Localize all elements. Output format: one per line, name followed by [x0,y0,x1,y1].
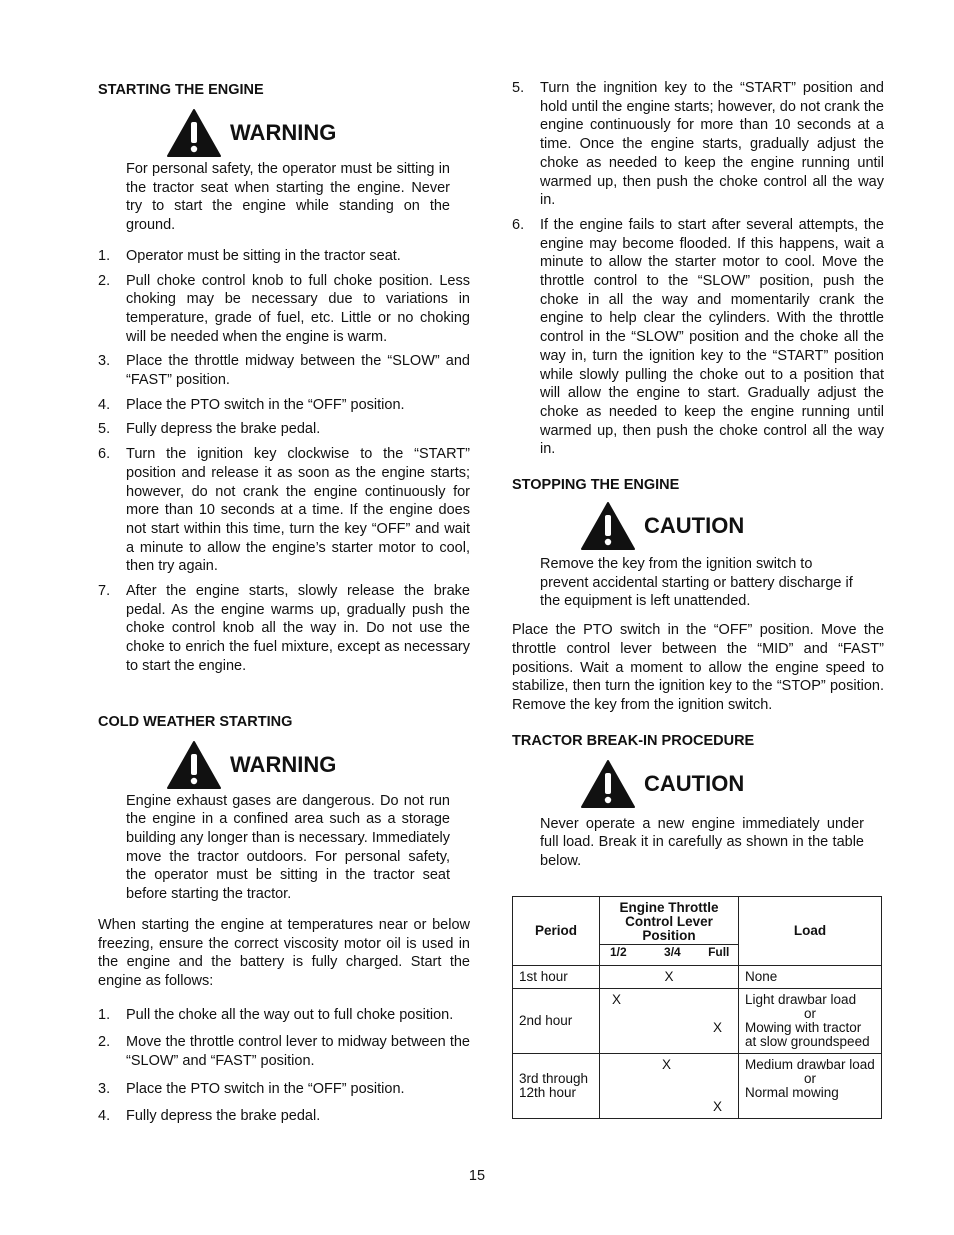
mark-full: X [712,1019,722,1035]
mark-full: X [712,1098,722,1114]
list-item [98,445,470,576]
load-option-a: Light drawbar load [745,991,857,1007]
heading-stopping-engine: STOPPING THE ENGINE [512,477,680,494]
page-number: 15 [468,1168,486,1184]
item-text: Fully depress the brake pedal. [126,421,321,438]
right-column [512,76,884,1119]
caution-text-1: Remove the key from the ignition switch to prevent accidental starting or battery discharge if the equipment is left unattended. [540,556,853,610]
warning-triangle-icon [166,740,222,790]
cell-period: 3rd through 12th hour [513,1053,600,1118]
caution-box-2 [580,759,884,809]
table-row [513,988,882,1053]
item-text: Pull choke control knob to full choke position. Less choking may be necessary due to variations in temperature, grade of fuel, etc. Little or no choking will be needed when the engine is warm. [126,272,470,345]
item-number: 4. [98,1108,111,1125]
sub-half: 1/2 [610,944,627,959]
item-number: 2. [98,1034,111,1051]
list-item [512,216,884,459]
item-text: Pull the choke all the way out to full choke position. [126,1006,454,1023]
caution-title-2: CAUTION [644,770,745,796]
item-number: 4. [98,396,111,413]
list-item [98,272,470,347]
caution-triangle-icon [580,759,636,809]
cell-load [739,1053,882,1118]
heading-break-in: TRACTOR BREAK-IN PROCEDURE [512,732,755,749]
item-text: Fully depress the brake pedal. [126,1108,321,1125]
item-number: 6. [98,446,111,463]
load-or: or [803,1005,816,1021]
cold-weather-intro: When starting the engine at temperatures near or below freezing, ensure the correct viscosity motor oil is used in the engine and the battery is fully charged. Start the engine as follows: [98,916,470,989]
cell-mark [600,1053,739,1118]
item-text: Turn the ingnition key to the “START” position and hold until the engine starts; however, do not crank the engine continuously for more than 10 seconds at a time. Once the engine starts, gradually adjust the choke as needed to keep the engine running until warmed up, then push the choke control all the way in. [540,80,884,209]
item-number: 5. [512,80,525,96]
load-option-b: Normal mowing [745,1084,839,1100]
table-row [513,1053,882,1118]
item-text: After the engine starts, slowly release the brake pedal. As the engine warms up, gradually push the choke control knob all the way in. Do not use the choke to enrich the fuel mixture, except as necessary to start the engine. [126,583,470,674]
item-text: Move the throttle control lever to midway between the “SLOW” and “FAST” position. [126,1034,470,1070]
mark-half: X [612,991,622,1007]
caution-text-2: Never operate a new engine immediately under full load. Break it in carefully as shown in the table below. [540,815,864,870]
item-text: Place the PTO switch in the “OFF” position. [126,1080,405,1097]
load-option-a: Medium drawbar load [745,1056,875,1072]
warning-triangle-icon [166,108,222,158]
warning-title-2: WARNING [230,751,337,777]
heading-cold-weather: COLD WEATHER STARTING [98,713,293,730]
load-option-b: Mowing with tractor at slow groundspeed [745,1019,870,1049]
caution-triangle-icon [580,501,636,551]
list-item [98,1033,470,1070]
cell-mark: X [600,965,739,988]
list-item [512,79,884,210]
caution-title-1: CAUTION [644,513,745,539]
item-number: 6. [512,216,525,233]
continued-steps-list [512,79,884,459]
item-number: 1. [98,1006,111,1023]
item-text: Place the PTO switch in the “OFF” position. [126,396,405,413]
list-item [98,352,470,389]
warning-box-2 [166,740,470,790]
item-text: If the engine fails to start after several attempts, the engine may become flooded. If this happens, wait a minute to allow the starter motor to cool. Move the throttle control to the “SLOW” position, push the choke in all the way and momentarily crank the engine to help clear the cylinders. With the throttle control in the “SLOW” position and the choke all the way in, turn the ignition key to the “START” position while slowly pulling the choke out to a position that will allow the engine to start. Gradually adjust the choke as needed to keep the engine running until warmed up, then push the choke control all the way in. [540,216,884,458]
item-text: Turn the ignition key clockwise to the “START” position and release it as soon as the engine starts; however, do not crank the engine continuously for more than 10 seconds at a time. If the engine does not start within this time, turn the key “OFF” and wait a minute to allow the engine’s starter motor to cool, then try again. [126,446,470,575]
warning-text-1: For personal safety, the operator must be sitting in the tractor seat when starting the engine. Never try to start the engine while standing on the ground. [126,161,450,234]
break-in-table [512,896,882,1119]
warning-text-2: Engine exhaust gases are dangerous. Do not run the engine in a confined area such as a storage building any longer than is necessary. Immediately move the tractor outdoors. For personal safety, the operator must be sitting in the tractor seat before starting the tractor. [126,792,450,903]
mark-three-quarter: X [662,1056,672,1072]
item-text: Place the throttle midway between the “SLOW” and “FAST” position. [126,353,470,389]
cell-mark [600,988,739,1053]
stopping-text: Place the PTO switch in the “OFF” position. Move the throttle control lever between the “MID” and “FAST” positions. Wait a moment to allow the engine speed to stabilize, then turn the ignition key to the “STOP” position. Remove the key from the ignition switch. [512,622,884,713]
cell-period: 2nd hour [513,988,600,1053]
list-item [98,1006,470,1025]
cold-steps-list [98,1006,470,1127]
col-throttle-header: Engine Throttle Control Lever Position [600,896,739,944]
sub-full: Full [708,944,730,959]
starting-steps-list [98,247,470,676]
item-number: 1. [98,247,111,264]
list-item [98,1107,470,1126]
warning-box-1 [166,108,470,158]
sub-three-quarter: 3/4 [664,944,681,959]
item-number: 2. [98,272,111,289]
heading-starting-engine: STARTING THE ENGINE [98,82,264,98]
cell-period: 1st hour [513,965,600,988]
item-text: Operator must be sitting in the tractor seat. [126,247,401,264]
list-item [98,1080,470,1099]
caution-box-1 [580,501,884,551]
list-item [98,420,470,439]
cell-load [739,988,882,1053]
warning-title-1: WARNING [230,120,337,145]
col-period-header: Period [513,896,600,965]
item-number: 3. [98,1080,111,1097]
item-number: 7. [98,583,111,600]
list-item [98,396,470,415]
left-column [98,76,470,1126]
load-or: or [803,1070,816,1086]
throttle-subheader [600,944,739,965]
list-item [98,582,470,676]
list-item [98,247,470,266]
col-load-header: Load [739,896,882,965]
cell-load: None [739,965,882,988]
item-number: 3. [98,353,111,370]
item-number: 5. [98,421,111,438]
table-row [513,965,882,988]
